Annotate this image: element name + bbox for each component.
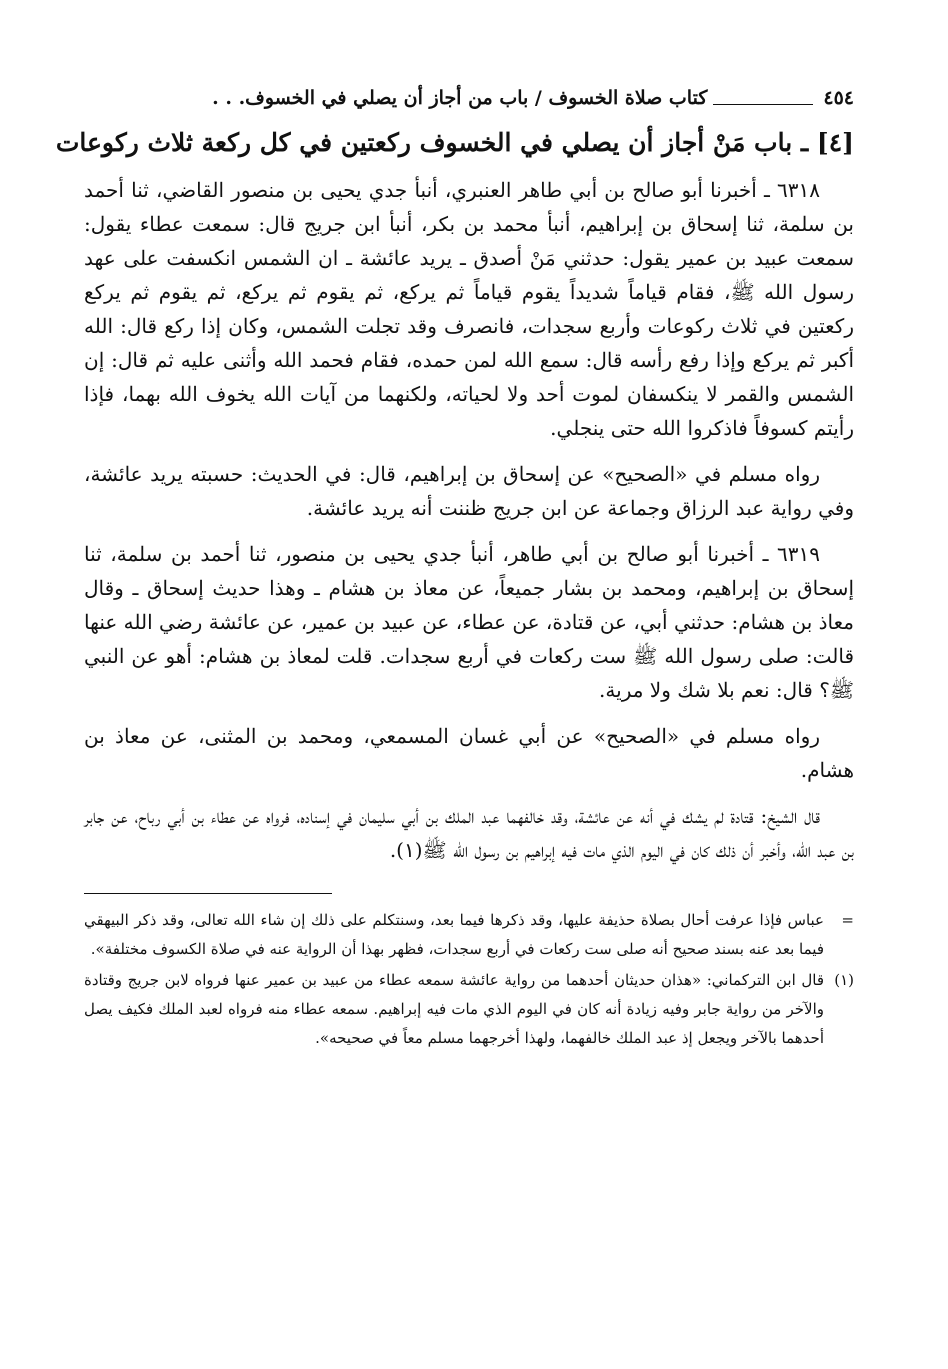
footnote-divider <box>84 893 332 894</box>
chapter-title: [٤] ـ باب مَنْ أجاز أن يصلي في الخسوف ركعتين في كل ركعة ثلاث ركوعات <box>55 128 854 157</box>
footnote-mark: (١) <box>834 971 854 989</box>
commentary-6319: رواه مسلم في «الصحيح» عن أبي غسان المسمعي، ومحمد بن المثنى، عن معاذ بن هشام. <box>84 724 854 782</box>
header-rule <box>713 104 813 105</box>
hadith-6319: ٦٣١٩ ـ أخبرنا أبو صالح بن أبي طاهر، أنبأ جدي يحيى بن منصور، ثنا أحمد بن سلمة، ثنا إسحاق بن إبراهيم، ومحمد بن بشار جميعاً، عن معاذ بن هشام ـ وهذا حديث إسحاق ـ وقال معاذ بن هشام: حدثني أبي، عن قتادة، عن عطاء، عن عبيد بن عمير، عن عائشة رضي الله عنها قالت: صلى رسول الله ﷺ ست ركعات في أربع سجدات. قلت لمعاذ بن هشام: أهو عن النبي ﷺ؟ قال: نعم بلا شك ولا مرية. <box>84 542 854 702</box>
footnote-mark: = <box>841 911 854 929</box>
footnote-text: عباس فإذا عرفت أحال بصلاة حذيفة عليها، وقد ذكرها فيما بعد، وسنتكلم على ذلك إن شاء الله تعالى، وقد ذكر البيهقي فيما بعد عنه بسند صحيح أنه صلى ست ركعات في أربع سجدات، فظهر بهذا أن الرواية عنه في صلاة الكسوف مختلفة». <box>84 911 824 958</box>
running-header <box>84 78 854 118</box>
running-title: كتاب صلاة الخسوف / باب من أجاز أن يصلي في الخسوف. . . <box>212 87 708 109</box>
sheikh-remark: قال الشيخ: قتادة لم يشك في أنه عن عائشة، وقد خالفهما عبد الملك بن أبي سليمان في إسناده، فرواه عن عطاء بن أبي رباح، عن جابر بن عبد الله، وأخبر أن ذلك كان في اليوم الذي مات فيه إبراهيم بن رسول الله ﷺ(١). <box>84 804 854 862</box>
hadith-6318: ٦٣١٨ ـ أخبرنا أبو صالح بن أبي طاهر العنبري، أنبأ جدي يحيى بن منصور القاضي، ثنا أحمد بن سلمة، ثنا إسحاق بن إبراهيم، أنبأ محمد بن بكر، أنبأ ابن جريج قال: سمعت عطاء يقول: سمعت عبيد بن عمير يقول: حدثني مَنْ أصدق ـ يريد عائشة ـ ان الشمس انكسفت على عهد رسول الله ﷺ، فقام قياماً شديداً يقوم قياماً ثم يركع، ثم يقوم ثم يركع، ثم يقوم ثم يركع ركعتين في ثلاث ركوعات وأربع سجدات، فانصرف وقد تجلت الشمس، وكان إذا ركع قال: الله أكبر ثم يركع وإذا رفع رأسه قال: سمع الله لمن حمده، فقام فحمد الله وأثنى عليه ثم قال: إن الشمس والقمر لا ينكسفان لموت أحد ولا لحياته، ولكنهما من آيات الله يخوف الله بهما، فإذا رأيتم كسوفاً فاذكروا الله حتى ينجلي. <box>84 178 854 440</box>
footnote-continued <box>84 906 854 964</box>
page-number: ٤٥٤ <box>823 87 854 109</box>
footnote-text: قال ابن التركماني: «هذان حديثان أحدهما من رواية عائشة سمعه عطاء من عبيد بن عمير عنها فرواه لابن جريج وقتادة والآخر من رواية جابر وفيه زيادة أنه كان في اليوم الذي مات فيه إبراهيم. سمعه عطاء منه فرواه لعبد الملك فكيف يصل أحدهما بالآخر ويجعل إذ عبد الملك خالفهما، ولهذا أخرجهما مسلم معاً في صحيحه». <box>84 971 824 1047</box>
footnote-1 <box>84 966 854 1053</box>
commentary-6318: رواه مسلم في «الصحيح» عن إسحاق بن إبراهيم، قال: في الحديث: حسبته يريد عائشة، وفي رواية عبد الرزاق وجماعة عن ابن جريج ظننت أنه يريد عائشة. <box>84 462 854 520</box>
